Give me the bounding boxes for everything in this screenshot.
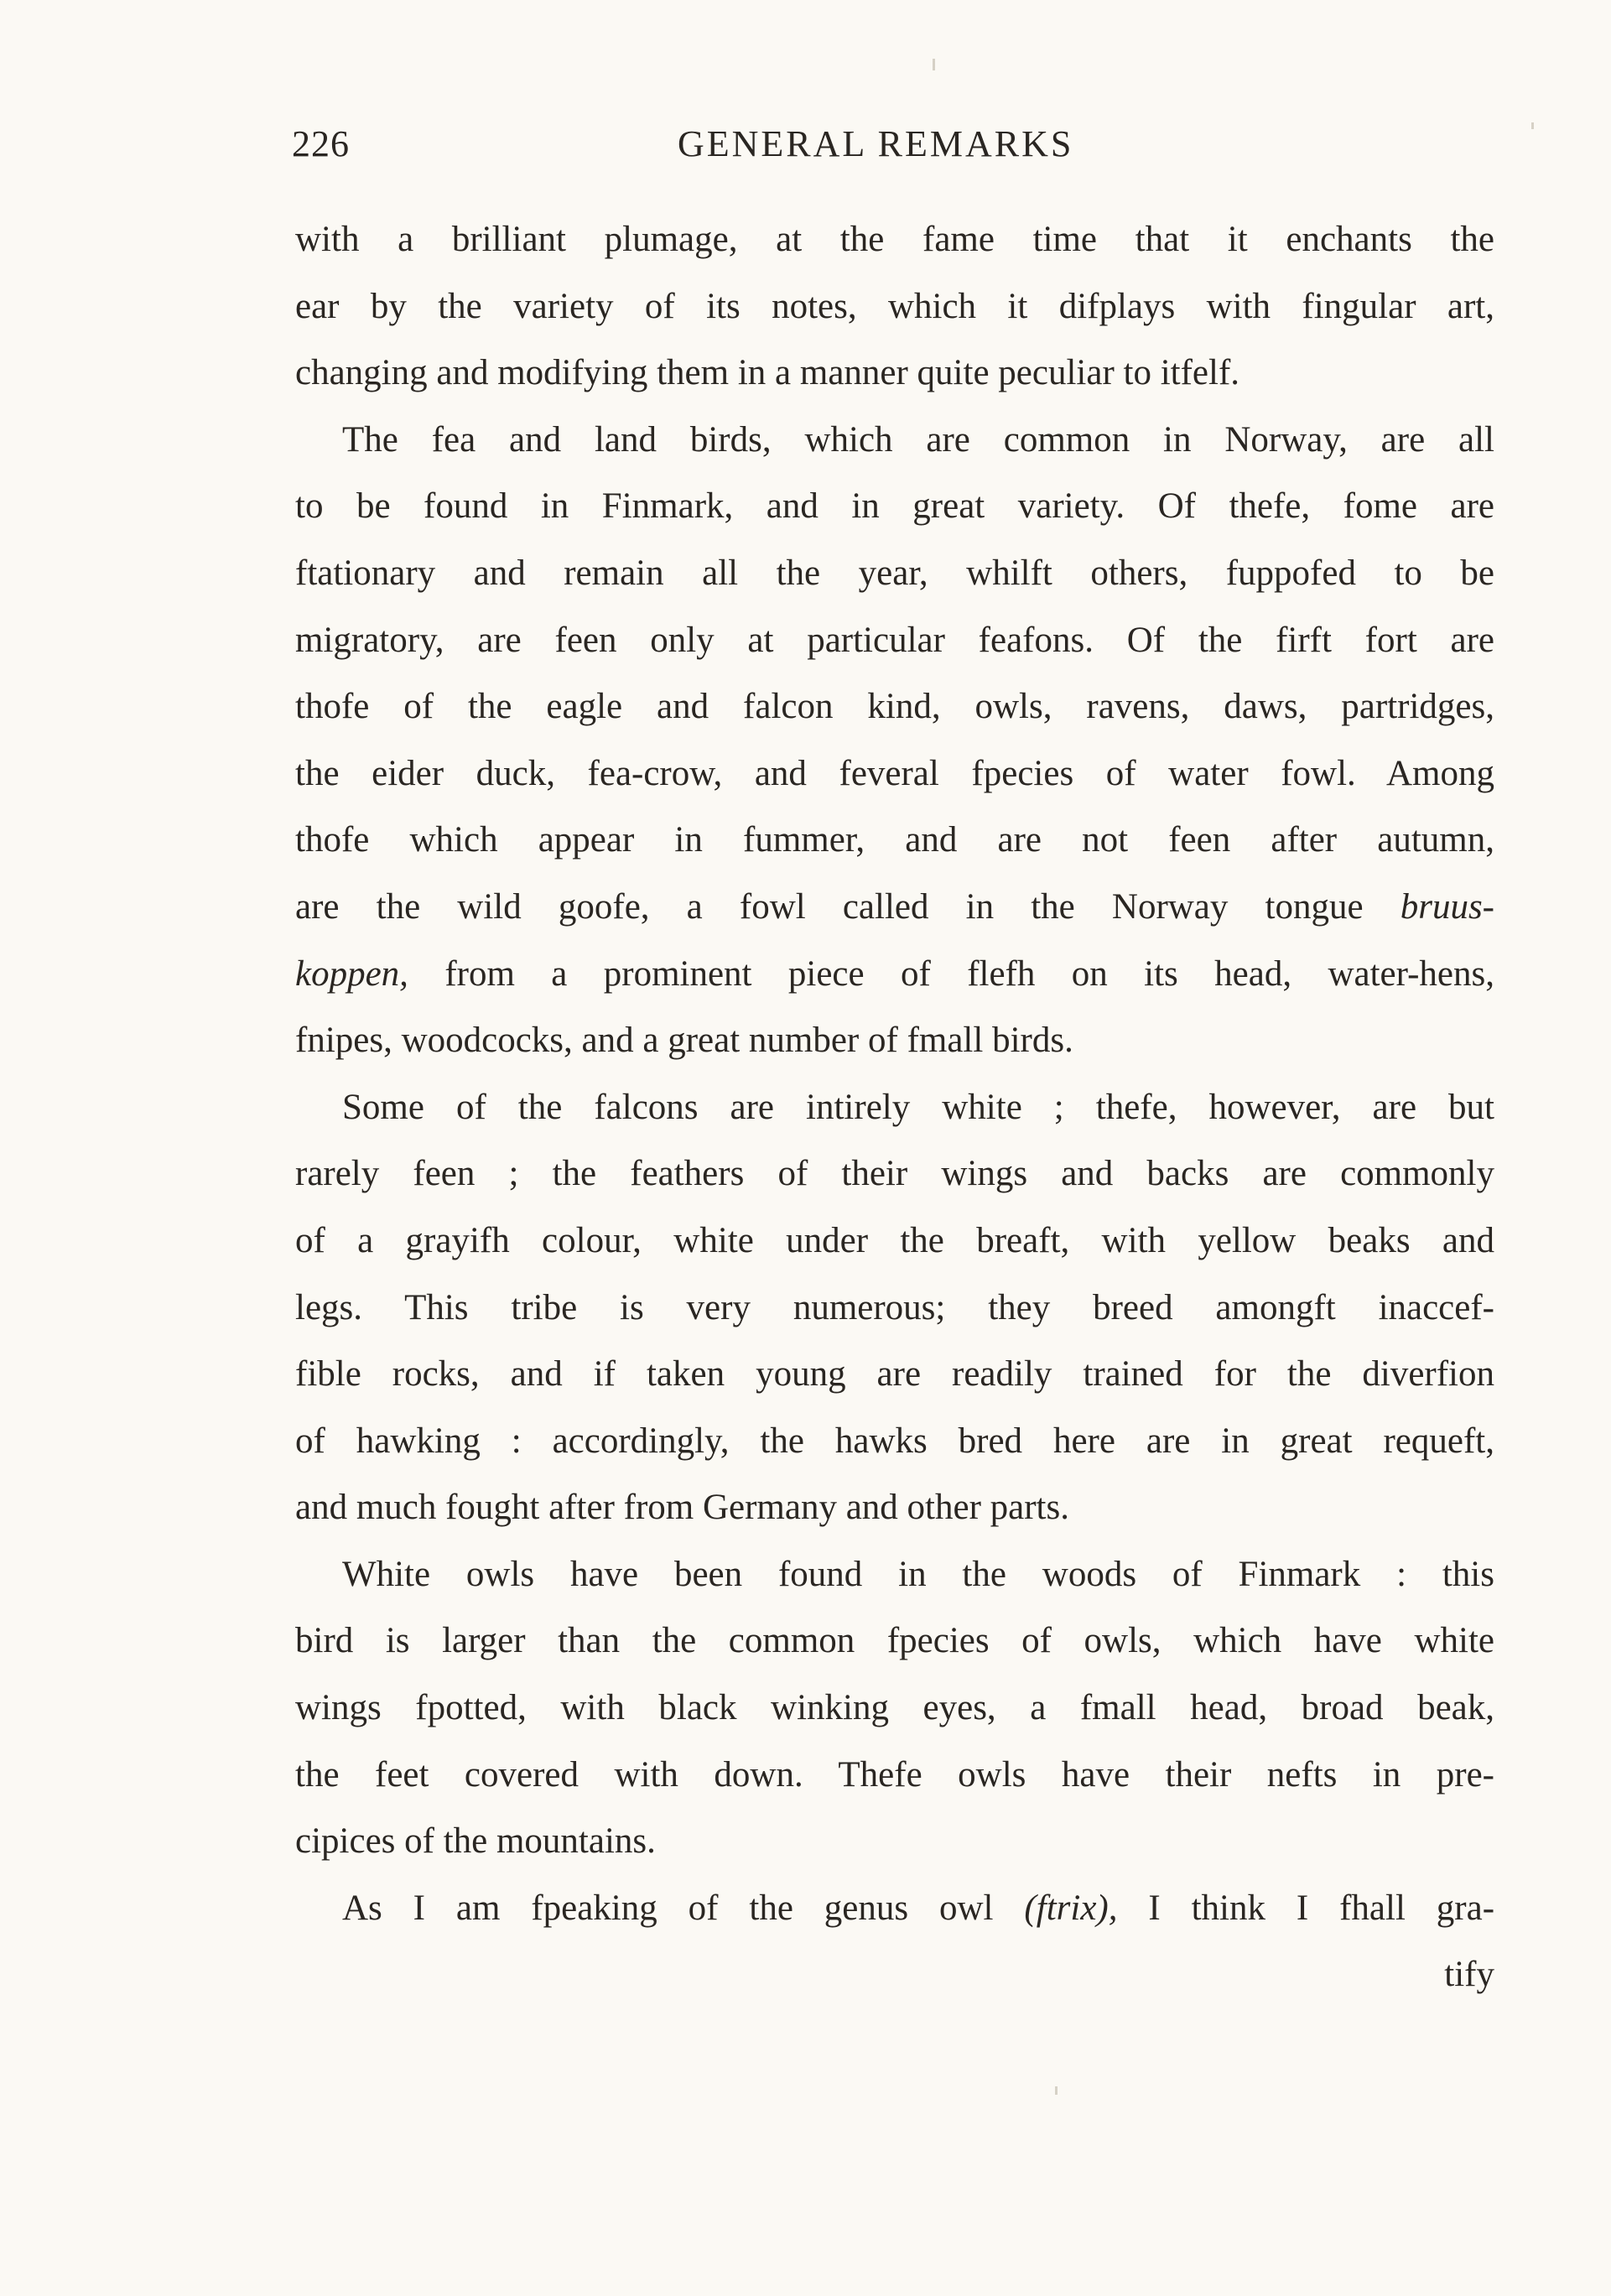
paragraph-start-line: Some of the falcons are intirely white ; thefe, however, are but (342, 1087, 1494, 1127)
italic-term: bruus- (1400, 886, 1495, 927)
text-line: to be found in Finmark, and in great variety. Of thefe, fome are (295, 486, 1494, 527)
paragraph-start-line: The fea and land birds, which are common in Norway, are all (342, 419, 1494, 460)
text-segment: are the wild goofe, a fowl called in the Norway tongue (295, 886, 1364, 927)
text-line: migratory, are feen only at particular feafons. Of the firft fort are (295, 620, 1494, 660)
text-line: thofe which appear in fummer, and are not feen after autumn, (295, 820, 1494, 860)
text-line: thofe of the eagle and falcon kind, owls, ravens, daws, partridges, (295, 687, 1494, 727)
text-line: cipices of the mountains. (295, 1821, 656, 1862)
italic-term: koppen, (295, 953, 408, 994)
text-line: wings fpotted, with black winking eyes, a fmall head, broad beak, (295, 1688, 1494, 1728)
catchword: tify (1444, 1955, 1494, 1995)
text-line: rarely feen ; the feathers of their wings and backs are commonly (295, 1154, 1494, 1194)
text-line: of a grayifh colour, white under the breaft, with yellow beaks and (295, 1220, 1494, 1260)
paragraph-start-line (295, 1875, 1494, 1942)
body-text (295, 206, 1494, 2008)
text-line (295, 874, 1494, 941)
italic-term: (ftrix), (1024, 1888, 1118, 1928)
text-line (295, 941, 1494, 1008)
text-segment: As I am fpeaking of the genus owl (342, 1888, 994, 1928)
paragraph-start-line: White owls have been found in the woods of Finmark : this (342, 1554, 1494, 1594)
text-line: and much fought after from Germany and other parts. (295, 1488, 1069, 1528)
text-line: changing and modifying them in a manner quite peculiar to itfelf. (295, 353, 1240, 393)
text-line: bird is larger than the common fpecies of owls, which have white (295, 1621, 1494, 1661)
text-line: fible rocks, and if taken young are readily trained for the diverfion (295, 1354, 1494, 1395)
running-head (292, 122, 1533, 173)
text-line: the feet covered with down. Thefe owls have their nefts in pre- (295, 1754, 1494, 1795)
text-line: fnipes, woodcocks, and a great number of fmall birds. (295, 1021, 1073, 1061)
running-title: GENERAL REMARKS (678, 123, 1074, 164)
text-line: ear by the variety of its notes, which it difplays with fingular art, (295, 286, 1494, 326)
text-line: with a brilliant plumage, at the fame time that it enchants the (295, 220, 1494, 259)
text-segment: I think I fhall gra- (1148, 1888, 1495, 1928)
text-line: the eider duck, fea-crow, and feveral fpecies of water fowl. Among (295, 753, 1494, 793)
text-segment: from a prominent piece of flefh on its head, water-hens, (444, 953, 1494, 994)
paper-speck (1531, 122, 1534, 129)
paper-speck (1055, 2086, 1058, 2095)
text-line: legs. This tribe is very numerous; they breed amongft inaccef- (295, 1287, 1494, 1327)
text-line: ftationary and remain all the year, whilft others, fuppofed to be (295, 553, 1494, 593)
page-number: 226 (292, 123, 350, 164)
text-line: of hawking : accordingly, the hawks bred here are in great requeft, (295, 1421, 1494, 1461)
paper-speck (933, 59, 935, 70)
